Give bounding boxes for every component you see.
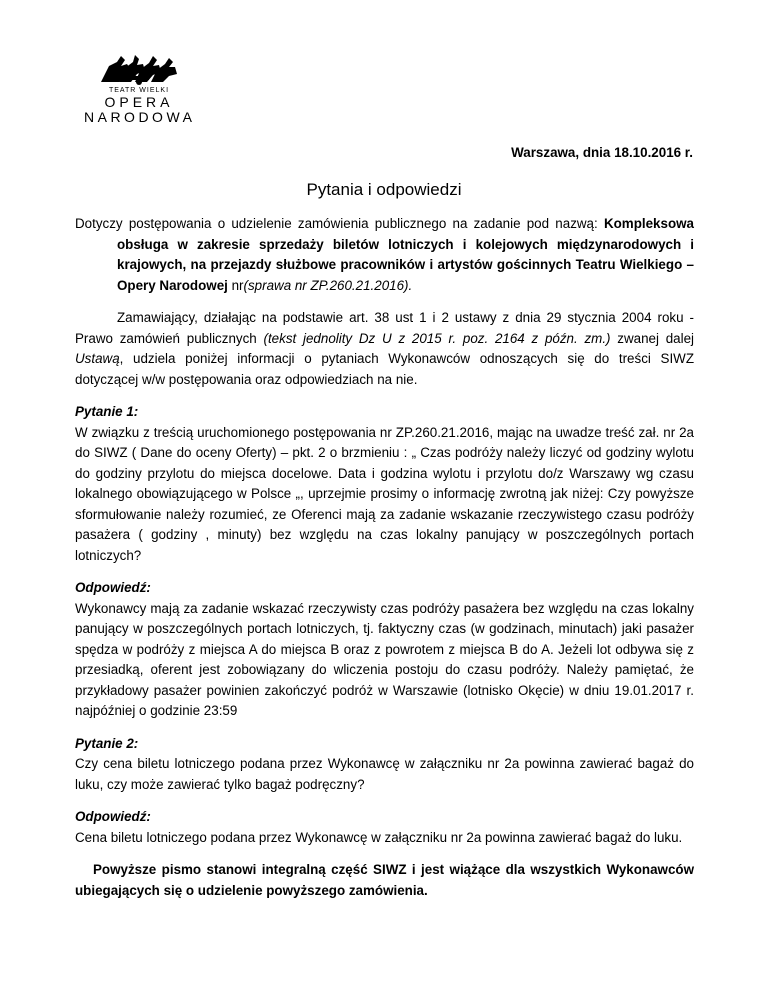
question-1-label: Pytanie 1:	[75, 404, 139, 419]
question-2-text: Czy cena biletu lotniczego podana przez Wykonawcę w załączniku nr 2a powinna zawierać bagaż do luku, czy może zawierać tylko bagaż podręczny?	[75, 756, 694, 792]
logo-line-3: NARODOWA	[84, 109, 196, 125]
intro-part-3: , udziela poniżej informacji o pytaniach Wykonawców odnoszących się do treści SIWZ dotyczącej w/w postępowania oraz odpowiedziach na nie.	[75, 351, 694, 387]
answer-1-label: Odpowiedź:	[75, 580, 151, 595]
document-body	[75, 214, 694, 901]
answer-2-label: Odpowiedź:	[75, 809, 151, 824]
opera-logo	[84, 52, 194, 125]
subject-lead: Dotyczy postępowania o udzielenie zamówienia publicznego na zadanie pod nazwą:	[75, 216, 604, 231]
question-2-label: Pytanie 2:	[75, 735, 139, 751]
question-1-text: W związku z treścią uruchomionego postępowania nr ZP.260.21.2016, mając na uwadze treść zał. nr 2a do SIWZ ( Dane do oceny Oferty) – pkt. 2 o brzmieniu : „ Czas podróży należy liczyć od godziny wylotu do godziny przylotu do miejsca docelowe. Data i godzina wylotu i przylotu do/z Warszawy wg czasu lokalnego obowiązującego w Polsce „, uprzejmie prosimy o informację zwrotną jak niżej: Czy powyższe sformułowanie należy rozumieć, ze Oferenci mają za zadanie wskazanie rzeczywistego czasu podróży pasażera ( godziny , minuty) bez względu na czas lokalny panujący w poszczególnych portach lotniczych?	[75, 424, 694, 563]
document-date: Warszawa, dnia 18.10.2016 r.	[511, 145, 693, 160]
intro-part-1: Zamawiający, działając na podstawie art. 38 ust 1 i 2 ustawy z dnia 29 stycznia 2004 roku - Prawo zamówień publicznych	[75, 310, 694, 346]
logo-line-2: OPERA	[104, 94, 174, 110]
document-title: Pytania i odpowiedzi	[306, 180, 462, 199]
intro-paragraph	[75, 308, 694, 390]
answer-1-text: Wykonawcy mają za zadanie wskazać rzeczywisty czas podróży pasażera bez względu na czas lokalny panujący w poszczególnych portach lotniczych, tj. faktyczny czas (w godzinach, minutach) jaki pasażer spędza w podróży z miejsca A do miejsca B oraz z powrotem z miejsca B do A. Jeżeli lot odbywa się z przesiadką, oferent jest zobowiązany do wliczenia postoju do czasu podróży. Należy pamiętać, że przykładowy pasażer powinien zakończyć podróż w Warszawie (lotnisko Okęcie) w dniu 19.01.2017 r. najpóźniej o godzinie 23:59	[75, 600, 694, 718]
intro-italic-1: (tekst jednolity Dz U z 2015 r. poz. 2164 z późn. zm.)	[263, 330, 611, 346]
quadriga-icon	[91, 52, 187, 86]
answer-2-text: Cena biletu lotniczego podana przez Wykonawcę w załączniku nr 2a powinna zawierać bagaż do luku.	[75, 829, 683, 845]
subject-nr: nr	[227, 277, 244, 293]
logo-line-1: TEATR WIELKI	[108, 87, 170, 94]
intro-part-2: zwanej dalej	[610, 330, 695, 346]
subject-case-number: (sprawa nr ZP.260.21.2016).	[243, 277, 413, 293]
closing-statement: Powyższe pismo stanowi integralną część SIWZ i jest wiążące dla wszystkich Wykonawców ubiegających się o udzielenie powyższego zamówienia.	[75, 862, 694, 898]
subject-paragraph	[75, 214, 694, 296]
intro-italic-2: Ustawą	[75, 351, 120, 366]
subject-name: Kompleksowa obsługa w zakresie sprzedaży biletów lotniczych i kolejowych międzynarodowych i krajowych, na przejazdy służbowe pracowników i artystów gościnnych Teatru Wielkiego – Opery Narodowej	[117, 216, 694, 293]
